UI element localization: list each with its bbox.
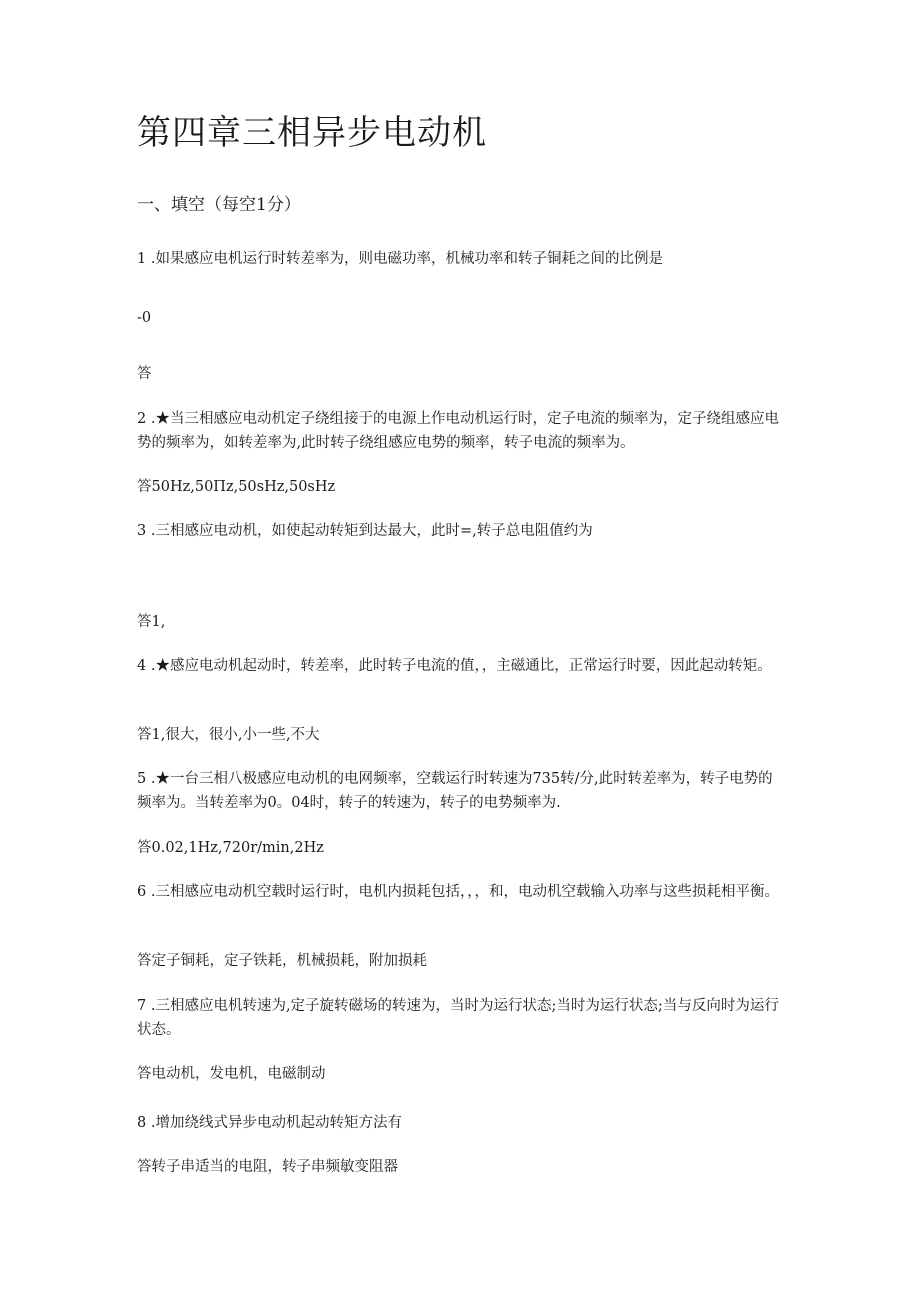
answer-6: 答定子铜耗，定子铁耗，机械损耗，附加损耗 — [137, 953, 427, 969]
answer-7: 答电动机，发电机，电磁制动 — [137, 1066, 326, 1082]
answer-8: 答转子串适当的电阻，转子串频敏变阻器 — [137, 1159, 398, 1175]
question-7: 7 .三相感应电机转速为,定子旋转磁场的转速为，当时为运行状态;当时为运行状态;当与反向时为运行状态。 — [137, 998, 779, 1038]
question-8: 8 .增加绕线式异步电动机起动转矩方法有 — [137, 1115, 402, 1131]
answer-5: 答0.02,1Hz,720r/min,2Hz — [137, 840, 324, 856]
question-1-blank: -0 — [137, 310, 152, 326]
answer-2: 答50Hz,50Пz,50sHz,50sHz — [137, 479, 336, 495]
answer-3: 答1, — [137, 614, 166, 630]
answer-1: 答 — [137, 366, 152, 382]
question-1: 1 .如果感应电机运行时转差率为，则电磁功率，机械功率和转子铜耗之间的比例是 — [137, 251, 663, 267]
question-3: 3 .三相感应电动机，如使起动转矩到达最大，此时=,转子总电阻值约为 — [137, 523, 593, 539]
question-2: 2 .★当三相感应电动机定子绕组接于的电源上作电动机运行时，定子电流的频率为，定子绕组感应电势的频率为，如转差率为,此时转子绕组感应电势的频率，转子电流的频率为。 — [137, 411, 779, 451]
question-5: 5 .★一台三相八极感应电动机的电网频率，空载运行时转速为735转/分,此时转差率为，转子电势的频率为。当转差率为0。04时，转子的转速为，转子的电势频率为. — [137, 771, 773, 811]
question-6: 6 .三相感应电动机空载时运行时，电机内损耗包括，，，和，电动机空载输入功率与这些损耗相平衡。 — [137, 884, 779, 900]
question-4: 4 .★感应电动机起动时，转差率，此时转子电流的值，，主磁通比，正常运行时要，因此起动转矩。 — [137, 658, 772, 674]
page-title: 第四章三相异步电动机 — [137, 113, 487, 153]
section-heading: 一、填空（每空1分） — [137, 195, 301, 215]
answer-4: 答1,很大，很小,小一些,不大 — [137, 727, 320, 743]
